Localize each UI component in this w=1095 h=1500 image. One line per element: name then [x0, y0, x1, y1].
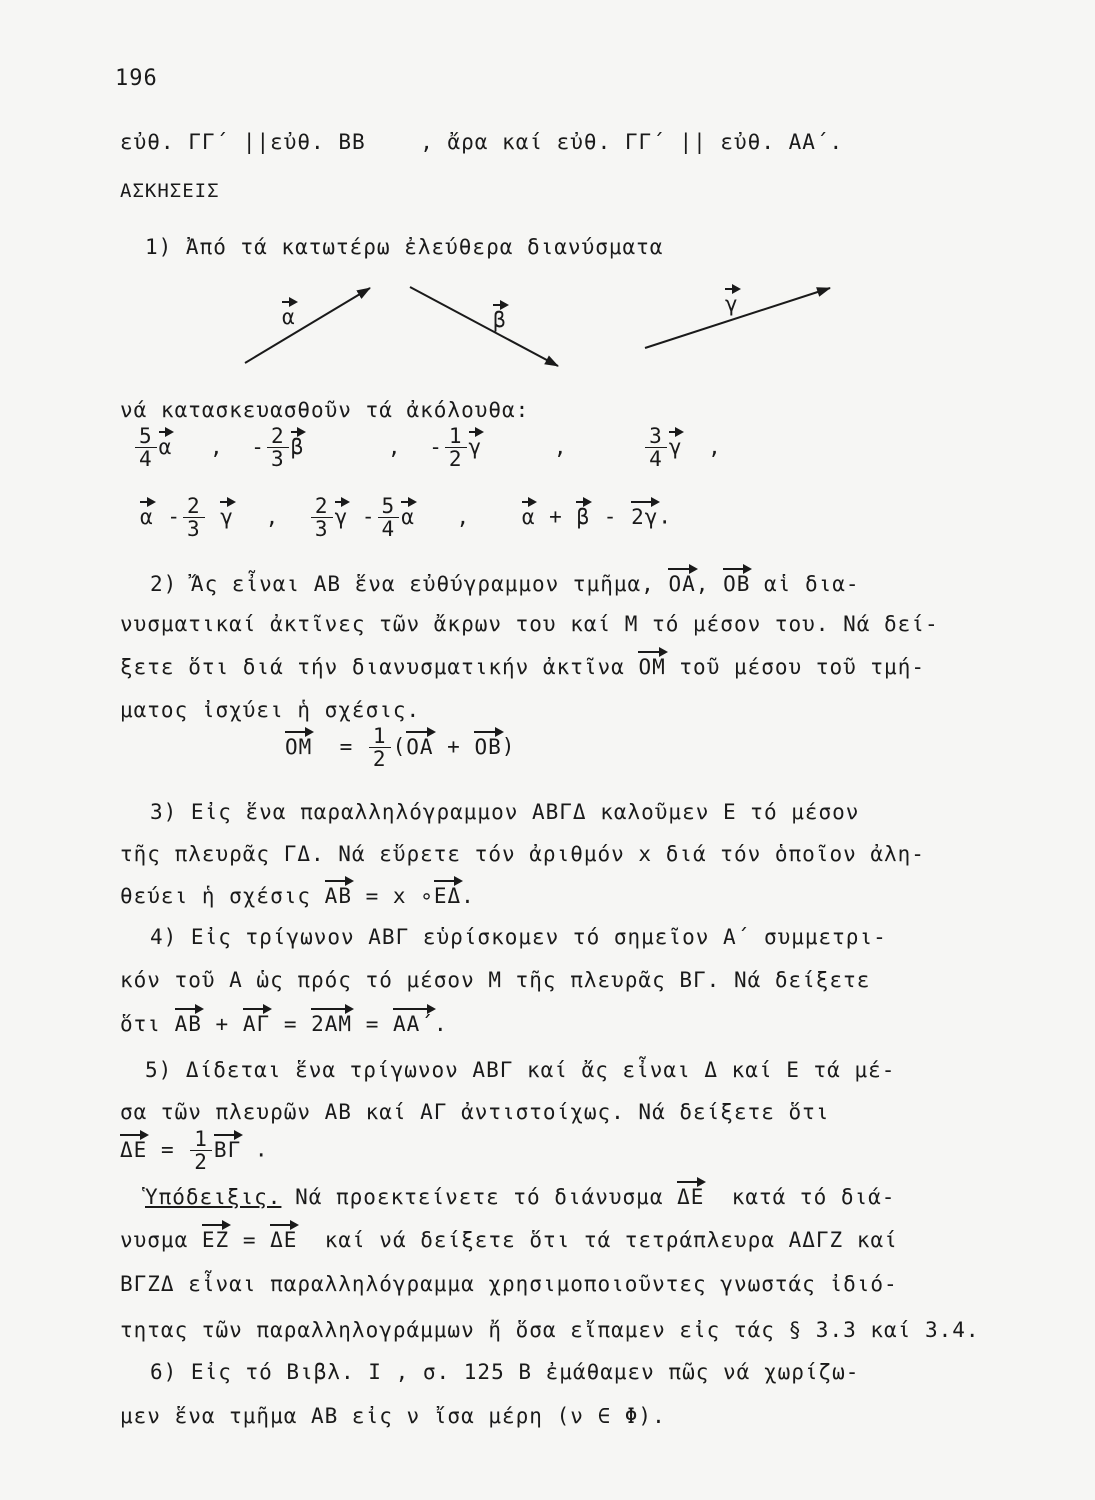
- hint-line4: τητας τῶν παραλληλογράμμων ἤ ὅσα εἴπαμεν εἰς τάς § 3.3 καί 3.4.: [120, 1318, 980, 1342]
- hint-line3: ΒΓΖΔ εἶναι παραλληλόγραμμα χρησιμοποιοῦντες γνωστάς ἰδιό-: [120, 1272, 898, 1296]
- ex5-equation: ΔΕ = $\frac{1}{2}$ ΒΓ .: [120, 1127, 269, 1175]
- ex2-equation: ΟΜ = $\frac{1}{2}$ (ΟΑ + ΟΒ): [285, 724, 516, 772]
- ex5-line2: σα τῶν πλευρῶν ΑΒ καί ΑΓ ἀντιστοίχως. Νά δείξετε ὅτι: [120, 1100, 830, 1124]
- ex3-line1: 3) Εἰς ἕνα παραλληλόγραμμον ΑΒΓΔ καλοῦμεν Ε τό μέσον: [150, 800, 860, 824]
- ex4-line1: 4) Εἰς τρίγωνον ΑΒΓ εὑρίσκομεν τό σημεῖον Α΄ συμμετρι-: [150, 925, 887, 949]
- hint-line2: νυσμα ΕΖ = ΔΕ καί νά δείξετε ὅτι τά τετράπλευρα ΑΔΓΖ καί: [120, 1228, 898, 1252]
- ex6-line2: μεν ἕνα τμῆμα ΑΒ εἰς ν ἴσα μέρη (ν ∈ Φ).: [120, 1404, 666, 1428]
- vector-beta-arrow: [410, 287, 558, 366]
- page-number: 196: [115, 66, 158, 91]
- ex2-line4: ματος ἰσχύει ἡ σχέσις.: [120, 698, 421, 722]
- ex1-construct: νά κατασκευασθοῦν τά ἀκόλουθα:: [120, 398, 530, 422]
- ex1-row2: α - $\frac{2}{3}$ γ , $\frac{2}{3}$ γ - $\frac{5}{4}$ α , α + β - 2γ.: [140, 494, 673, 542]
- ex2-line3: ξετε ὅτι διά τήν διανυσματικήν ἀκτῖνα ΟΜ τοῦ μέσου τοῦ τμή-: [120, 655, 925, 679]
- vector-alpha-label: α: [282, 305, 296, 329]
- ex4-line2: κόν τοῦ Α ὡς πρός τό μέσον Μ τῆς πλευρᾶς ΒΓ. Νά δείξετε: [120, 968, 871, 992]
- vector-gamma-label: γ: [725, 292, 739, 316]
- ex1-intro: 1) Ἀπό τά κατωτέρω ἐλεύθερα διανύσματα: [145, 235, 664, 259]
- ex5-line1: 5) Δίδεται ἕνα τρίγωνον ΑΒΓ καί ἄς εἶναι Δ καί Ε τά μέ-: [145, 1058, 896, 1082]
- ex3-line2: τῆς πλευρᾶς ΓΔ. Νά εὕρετε τόν ἀριθμόν x διά τόν ὁποῖον ἀλη-: [120, 842, 925, 866]
- ex6-line1: 6) Εἰς τό Βιβλ. Ι , σ. 125 Β ἐμάθαμεν πῶς νά χωρίζω-: [150, 1360, 860, 1384]
- hint-line1: Ὑπόδειξις. Νά προεκτείνετε τό διάνυσμα ΔΕ κατά τό διά-: [145, 1185, 896, 1209]
- exercises-heading: ΑΣΚΗΣΕΙΣ: [120, 180, 220, 202]
- parallel-statement: εὐθ. ΓΓ΄ ||εὐθ. ΒΒ , ἄρα καί εὐθ. ΓΓ΄ || εὐθ. ΑΑ΄.: [120, 130, 844, 154]
- vector-alpha-arrow: [245, 288, 370, 363]
- ex3-line3: θεύει ἡ σχέσις ΑΒ = x ∘ΕΔ.: [120, 884, 475, 908]
- ex1-row1: $\frac{5}{4}$ α , - $\frac{2}{3}$ β , - $\frac{1}{2}$ γ , $\frac{3}{4}$ γ ,: [133, 425, 722, 470]
- vector-beta-label: β: [493, 308, 507, 332]
- ex2-line2: νυσματικαί ἀκτῖνες τῶν ἄκρων του καί Μ τό μέσον του. Νά δεί-: [120, 612, 939, 636]
- ex2-line1: 2) Ἄς εἶναι ΑΒ ἕνα εὐθύγραμμον τμῆμα, ΟΑ, ΟΒ αἱ δια-: [150, 572, 860, 596]
- ex4-line3: ὅτι ΑΒ + ΑΓ = 2ΑΜ = ΑΑ΄.: [120, 1012, 448, 1036]
